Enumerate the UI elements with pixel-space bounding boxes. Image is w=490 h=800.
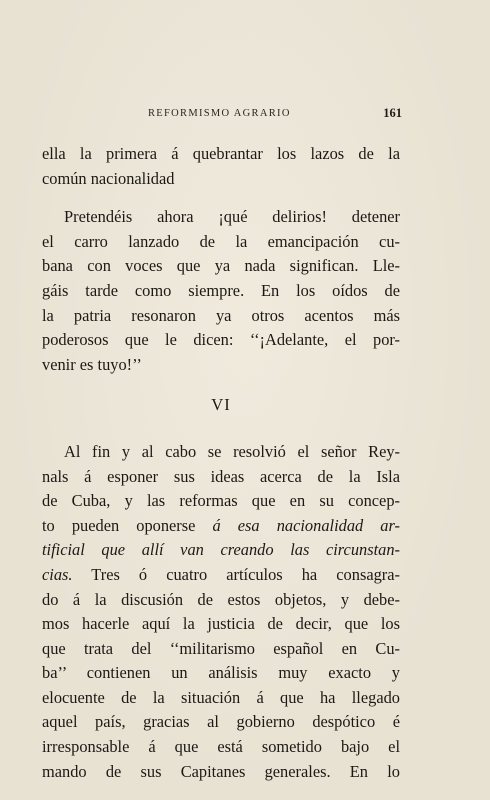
plain-text: Tres ó cuatro artículos ha consagra- (72, 564, 400, 584)
text-line: gáis tarde como siempre. En los oídos de (42, 280, 400, 300)
paragraph-3 (42, 440, 400, 784)
text-line: que trata del ‘‘militarismo español en Cu- (42, 638, 400, 658)
paragraph-2 (42, 205, 400, 377)
text-line: mos hacerle aquí la justicia de decir, que los (42, 614, 400, 634)
text-line: común nacionalidad (42, 168, 175, 188)
plain-text: to pueden oponerse (42, 515, 213, 535)
text-line: la patria resonaron ya otros acentos más (42, 305, 400, 325)
text-line (42, 563, 400, 588)
text-line: poderosos que le dicen: ‘‘¡Adelante, el por- (42, 330, 400, 350)
text-line: Al fin y al cabo se resolvió el señor Rey- (64, 441, 400, 461)
text-line: ba’’ contienen un análisis muy exacto y (42, 663, 400, 683)
text-line: mando de sus Capitanes generales. En lo (42, 761, 400, 781)
text-line: irresponsable á que está sometido bajo el (42, 737, 400, 757)
italic-text: cias. (42, 564, 73, 584)
text-line: aquel país, gracias al gobierno despótico é (42, 712, 400, 732)
text-line (42, 538, 400, 563)
text-line (42, 514, 400, 539)
text-line: Pretendéis ahora ¡qué delirios! detener (64, 207, 400, 227)
page-number: 161 (383, 106, 402, 120)
text-line: bana con voces que ya nada significan. Lle- (42, 256, 400, 276)
running-title: REFORMISMO AGRARIO (148, 108, 291, 119)
text-line: elocuente de la situación á que ha llegado (42, 687, 400, 707)
section-heading: VI (211, 395, 231, 415)
text-line: nals á esponer sus ideas acerca de la Isla (42, 466, 400, 486)
page-header (40, 106, 402, 126)
text-line: de Cuba, y las reformas que en su concep- (42, 491, 400, 511)
text-line: do á la discusión de estos objetos, y debe- (42, 589, 400, 609)
body-text (42, 142, 400, 784)
text-line: ella la primera á quebrantar los lazos de la (42, 144, 400, 163)
text-line: el carro lanzado de la emancipación cu- (42, 231, 400, 251)
paragraph-1 (42, 142, 400, 191)
italic-text: á esa nacionalidad ar- (212, 515, 400, 535)
paragraph-gap (42, 191, 400, 205)
italic-text: tificial que allí van creando las circunstan- (42, 540, 400, 560)
text-line: venir es tuyo!’’ (42, 354, 142, 374)
